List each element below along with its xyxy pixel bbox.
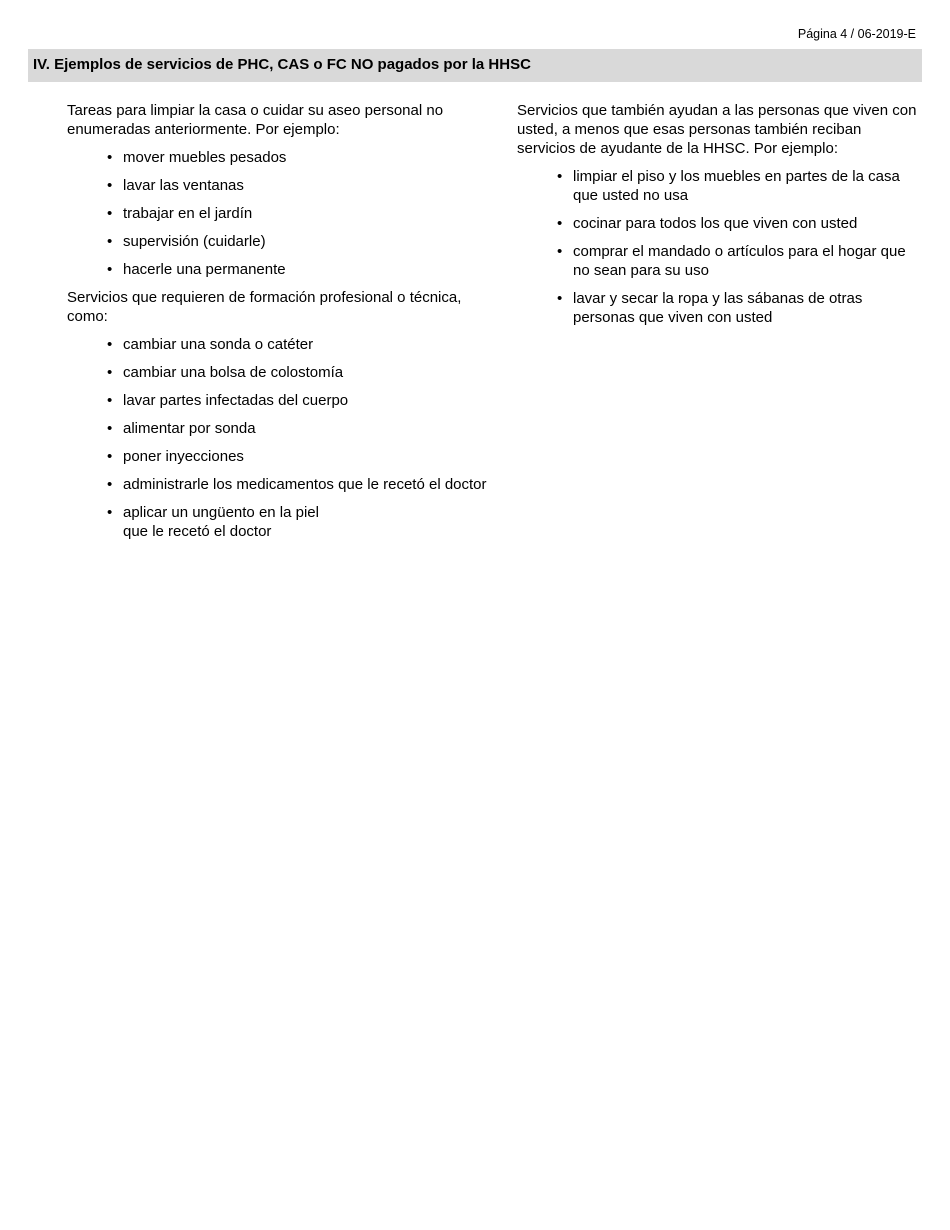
list-item-text: mover muebles pesados — [123, 149, 287, 166]
right-intro-household-members: Servicios que también ayudan a las personas que viven con usted, a menos que esas personas también reciban servicios de ayudante de la HHSC. Por ejemplo: — [517, 102, 917, 157]
list-item — [517, 289, 922, 327]
list-item-text: aplicar un ungüento en la piel que le recetó el doctor — [123, 504, 319, 540]
list-item-text: lavar partes infectadas del cuerpo — [123, 392, 349, 409]
list-item-text: limpiar el piso y los muebles en partes de la casa que usted no usa — [573, 168, 900, 204]
list-item-text: cambiar una bolsa de colostomía — [123, 364, 344, 381]
list-item — [67, 363, 487, 382]
bullet-icon: • — [107, 261, 113, 278]
right-column — [517, 101, 922, 336]
bullet-icon: • — [557, 168, 563, 185]
bullet-icon: • — [557, 243, 563, 260]
bullet-icon: • — [557, 215, 563, 232]
list-item — [67, 204, 487, 223]
left-intro-professional: Servicios que requieren de formación profesional o técnica, como: — [67, 289, 462, 325]
list-item — [67, 335, 487, 354]
bullet-icon: • — [107, 336, 113, 353]
list-item — [67, 391, 487, 410]
section-title: IV. Ejemplos de servicios de PHC, CAS o FC NO pagados por la HHSC — [33, 56, 531, 73]
list-item-text: trabajar en el jardín — [123, 205, 253, 222]
bullet-icon: • — [107, 504, 113, 521]
household-members-list — [517, 167, 922, 327]
list-item-text: lavar las ventanas — [123, 177, 244, 194]
bullet-icon: • — [557, 290, 563, 307]
bullet-icon: • — [107, 205, 113, 222]
bullet-icon: • — [107, 392, 113, 409]
left-column — [67, 101, 487, 550]
list-item-text: poner inyecciones — [123, 448, 244, 465]
list-item-text: administrarle los medicamentos que le recetó el doctor — [123, 476, 487, 493]
bullet-icon: • — [107, 476, 113, 493]
page-number: Página 4 / 06-2019-E — [797, 27, 916, 41]
household-tasks-list — [67, 148, 487, 279]
bullet-icon: • — [107, 233, 113, 250]
list-item — [517, 214, 922, 233]
left-intro-household: Tareas para limpiar la casa o cuidar su aseo personal no enumeradas anteriormente. Por ejemplo: — [67, 102, 444, 138]
bullet-icon: • — [107, 149, 113, 166]
bullet-icon: • — [107, 420, 113, 437]
list-item — [67, 148, 487, 167]
section-header — [28, 49, 922, 82]
list-item — [517, 167, 922, 205]
list-item — [67, 503, 487, 541]
list-item-text: cocinar para todos los que viven con usted — [573, 215, 858, 232]
list-item — [67, 419, 487, 438]
list-item — [67, 176, 487, 195]
professional-services-list — [67, 335, 487, 541]
list-item — [517, 242, 922, 280]
list-item-text: alimentar por sonda — [123, 420, 256, 437]
list-item — [67, 232, 487, 251]
bullet-icon: • — [107, 364, 113, 381]
list-item — [67, 260, 487, 279]
list-item — [67, 475, 487, 494]
list-item-text: lavar y secar la ropa y las sábanas de otras personas que viven con usted — [573, 290, 863, 326]
list-item — [67, 447, 487, 466]
bullet-icon: • — [107, 177, 113, 194]
bullet-icon: • — [107, 448, 113, 465]
list-item-text: hacerle una permanente — [123, 261, 286, 278]
list-item-text: cambiar una sonda o catéter — [123, 336, 314, 353]
list-item-text: supervisión (cuidarle) — [123, 233, 266, 250]
list-item-text: comprar el mandado o artículos para el hogar que no sean para su uso — [573, 243, 906, 279]
